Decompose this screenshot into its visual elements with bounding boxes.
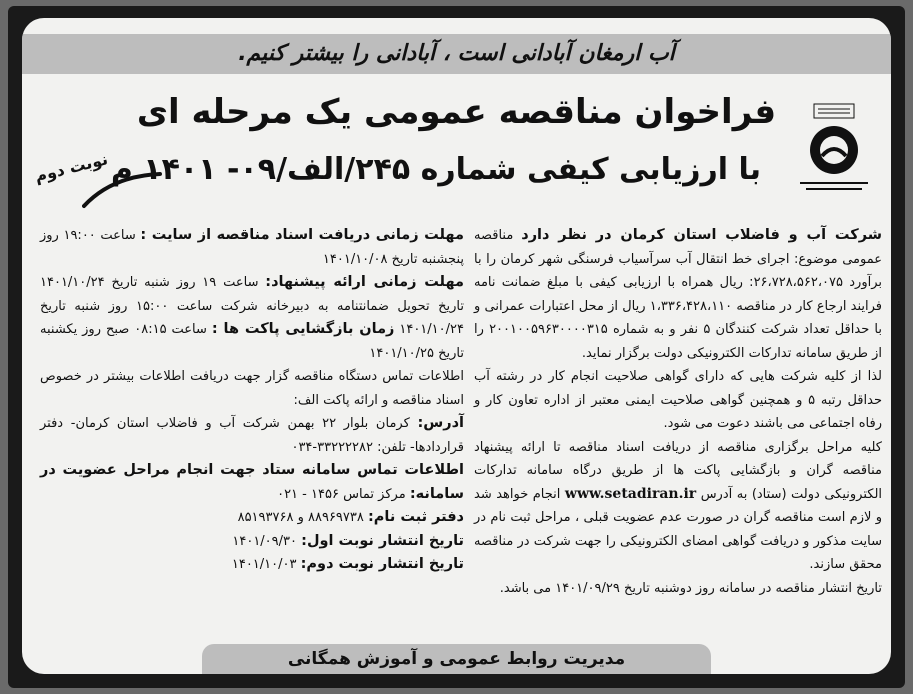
deadline-docs-label: مهلت زمانی دریافت اسناد مناقصه از سایت : xyxy=(140,227,464,243)
tender-title: فراخوان مناقصه عمومی یک مرحله ای xyxy=(136,92,777,132)
slogan-banner: آب ارمغان آبادانی است ، آبادانی را بیشتر کنیم. xyxy=(22,34,891,74)
left-column xyxy=(40,224,464,577)
tender-number: با ارزیابی کیفی شماره ۲۴۵/الف/۰۹- ۱۴۰۱ م xyxy=(110,152,761,187)
setad-contact-value: مرکز تماس ۱۴۵۶ - ۰۲۱ xyxy=(277,486,406,502)
procedure-text-b: انجام خواهد شد و لازم است مناقصه گران در صورت عدم عضویت قبلی ، مراحل ثبت نام در سایت مذکور و دریافت گواهی امضای الکترونیکی را جهت شرکت در مناقصه محقق سازند. xyxy=(474,486,882,572)
intro-bold: شرکت آب و فاضلاب استان کرمان در نظر دارد xyxy=(521,227,882,243)
second-publication-value: ۱۴۰۱/۱۰/۰۳ xyxy=(231,557,297,572)
deadline-bid-value: ساعت ۱۹ روز شنبه تاریخ ۱۴۰۱/۱۰/۲۴ تاریخ تحویل ضمانتنامه به دبیرخانه شرکت ساعت ۱۵:۰۰ روز شنبه تاریخ ۱۴۰۱/۱۰/۲۴ xyxy=(40,275,464,337)
round-note: نوبت دوم xyxy=(32,149,110,186)
setad-contact-label: اطلاعات تماس سامانه ستاد جهت انجام مراحل عضویت در سامانه: xyxy=(40,462,464,502)
registration-value: ۸۸۹۶۹۷۳۸ و ۸۵۱۹۳۷۶۸ xyxy=(237,510,364,525)
deadline-docs-value: ساعت ۱۹:۰۰ روز پنجشنبه تاریخ ۱۴۰۱/۱۰/۰۸ xyxy=(40,228,464,267)
footer-signature: مدیریت روابط عمومی و آموزش همگانی xyxy=(202,644,711,674)
company-logo xyxy=(792,100,876,196)
first-publication-value: ۱۴۰۱/۰۹/۳۰ xyxy=(232,533,297,549)
newspaper-clipping xyxy=(8,6,905,688)
registration-office xyxy=(40,506,464,530)
address-label: آدرس: xyxy=(417,415,465,431)
swoosh-decoration xyxy=(82,170,162,210)
advertisement-sheet xyxy=(22,18,891,674)
address xyxy=(40,412,464,459)
deadline-bid-label: مهلت زمانی ارائه پیشنهاد: xyxy=(265,274,465,290)
intro-text: مناقصه عمومی موضوع: اجرای خط انتقال آب سرآسیاب فرسنگی شهر کرمان را با برآورد ۲۶،۷۲۸،۵۶۲،۰۷۵: ریال همراه با ارزیابی کیفی با مبلغ ضمانت نامه فرایند ارجاع کار در مناقصه ۱،۳۳۶،۴۲۸،۱۱۰ ریال از محل اعتبارات عمرانی و با حداقل تعداد شرکت کنندگان ۵ نفر و به شماره ۲۰۰۱۰۰۵۹۶۳۰۰۰۰۳۱۵ را از طریق سامانه تدارکات الکترونیکی دولت برگزار نماید. xyxy=(474,228,883,361)
address-value: کرمان بلوار ۲۲ بهمن شرکت آب و فاضلاب استان کرمان- دفتر قراردادها- تلفن: ۳۳۲۲۲۲۸۲-۰۳۴ xyxy=(40,416,464,455)
deadline-bid xyxy=(40,271,464,365)
opening-value: ساعت ۰۸:۱۵ صبح روز یکشنبه تاریخ ۱۴۰۱/۱۰/۲۵ xyxy=(40,322,464,361)
publish-note: تاریخ انتشار مناقصه در سامانه روز دوشنبه تاریخ ۱۴۰۱/۰۹/۲۹ می باشد. xyxy=(499,580,882,596)
right-column xyxy=(474,224,882,600)
opening-label: زمان بازگشایی پاکت ها : xyxy=(211,321,395,337)
setad-contact xyxy=(40,459,464,506)
setad-website-link[interactable]: www.setadiran.ir xyxy=(564,485,697,502)
procedure-paragraph xyxy=(474,436,882,577)
second-publication-label: تاریخ انتشار نوبت دوم: xyxy=(300,556,464,572)
deadline-docs xyxy=(40,224,464,271)
eligibility-paragraph: لذا از کلیه شرکت هایی که دارای گواهی صلاحیت انجام کار در رشته آب حداقل رتبه ۵ و همچنین گواهی صلاحیت ایمنی معتبر از اداره تعاون کار و رفاه اجتماعی می باشند دعوت می شود. xyxy=(474,369,882,431)
second-publication xyxy=(40,553,464,577)
intro-paragraph xyxy=(474,224,882,365)
registration-label: دفتر ثبت نام: xyxy=(368,509,464,525)
first-publication xyxy=(40,530,464,554)
first-publication-label: تاریخ انتشار نوبت اول: xyxy=(301,532,464,549)
contact-info: اطلاعات تماس دستگاه مناقصه گزار جهت دریافت اطلاعات بیشتر در خصوص اسناد مناقصه و ارائه پاکت الف: xyxy=(40,369,464,408)
procedure-text-a: کلیه مراحل برگزاری مناقصه از دریافت اسناد مناقصه تا ارائه پیشنهاد مناقصه گران و بازگشایی پاکت ها از طریق درگاه سامانه تدارکات الکترونیکی دولت (ستاد) به آدرس xyxy=(474,439,883,502)
